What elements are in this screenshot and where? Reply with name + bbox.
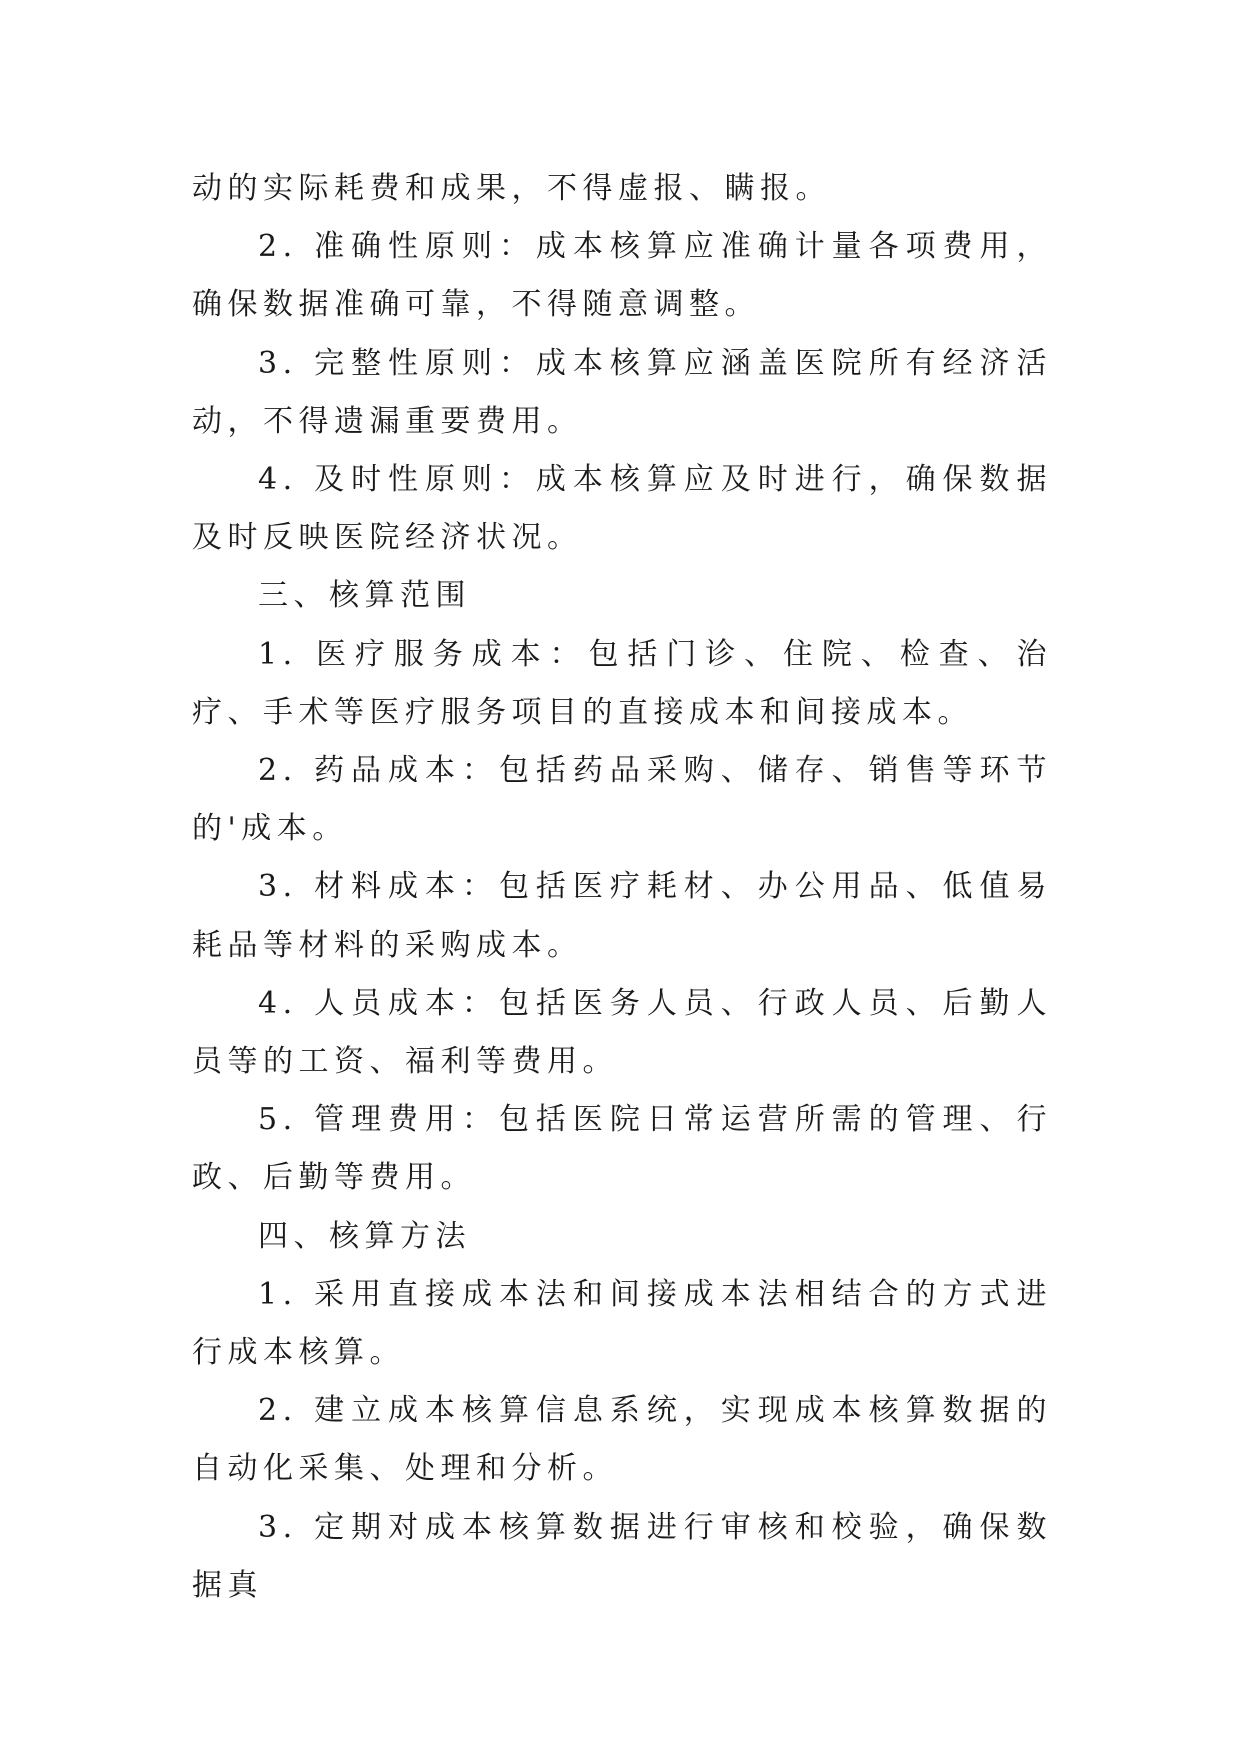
paragraph-medical-service-cost: 1. 医疗服务成本：包括门诊、住院、检查、治疗、手术等医疗服务项目的直接成本和间接成本。	[192, 636, 1052, 730]
paragraph-drug-cost: 2. 药品成本：包括药品采购、储存、销售等环节的'成本。	[192, 753, 1052, 847]
paragraph-continuation: 动的实际耗费和成果，不得虚报、瞒报。	[192, 171, 831, 206]
section-heading-scope: 三、核算范围	[258, 578, 471, 614]
paragraph-material-cost: 3. 材料成本：包括医疗耗材、办公用品、低值易耗品等材料的采购成本。	[192, 869, 1052, 963]
paragraph-method-combined: 1. 采用直接成本法和间接成本法相结合的方式进行成本核算。	[192, 1276, 1052, 1371]
paragraph-personnel-cost: 4. 人员成本：包括医务人员、行政人员、后勤人员等的工资、福利等费用。	[192, 985, 1052, 1080]
paragraph-timeliness-principle: 4. 及时性原则：成本核算应及时进行，确保数据及时反映医院经济状况。	[192, 462, 1052, 556]
paragraph-method-system: 2. 建立成本核算信息系统，实现成本核算数据的自动化采集、处理和分析。	[192, 1393, 1052, 1487]
section-heading-methods: 四、核算方法	[258, 1218, 471, 1254]
paragraph-accuracy-principle: 2. 准确性原则：成本核算应准确计量各项费用，确保数据准确可靠，不得随意调整。	[192, 229, 1052, 323]
paragraph-method-audit: 3. 定期对成本核算数据进行审核和校验，确保数据真	[192, 1509, 1052, 1603]
paragraph-management-cost: 5. 管理费用：包括医院日常运营所需的管理、行政、后勤等费用。	[192, 1102, 1052, 1196]
paragraph-completeness-principle: 3. 完整性原则：成本核算应涵盖医院所有经济活动，不得遗漏重要费用。	[192, 345, 1052, 439]
document-body	[192, 160, 1052, 1615]
